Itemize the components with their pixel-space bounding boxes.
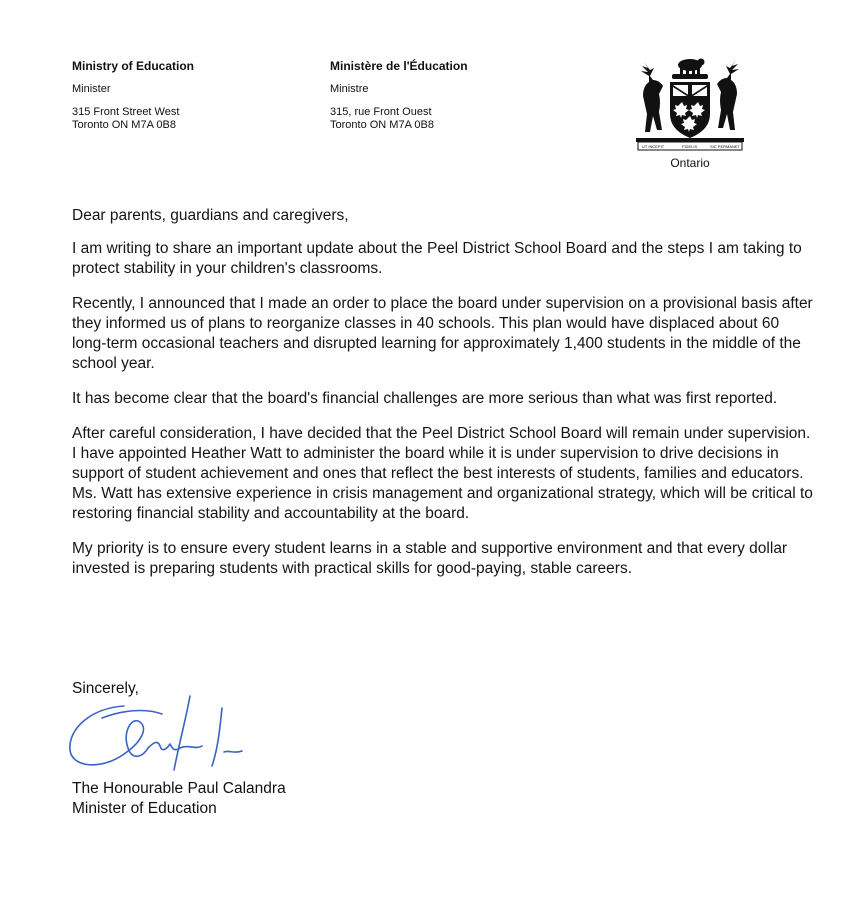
crest-motto-left: UT INCEPIT [642, 144, 665, 149]
ministry-name-en: Ministry of Education [72, 59, 195, 73]
paragraph: I am writing to share an important update about the Peel District School Board and the steps I am taking to protect stability in your children's classrooms. [72, 240, 802, 277]
signer-name: The Honourable Paul Calandra [72, 780, 286, 797]
closing: Sincerely, [72, 680, 139, 697]
salutation: Dear parents, guardians and caregivers, [72, 207, 349, 224]
letter-body [72, 206, 817, 594]
role-en: Minister [72, 83, 111, 95]
paragraph: My priority is to ensure every student learns in a stable and supportive environment and that every dollar invested is preparing students with practical skills for good-paying, stable careers. [72, 540, 788, 577]
crest-label: Ontario [670, 156, 710, 170]
ministry-name-fr: Ministère de l'Éducation [330, 59, 468, 73]
paragraph: It has become clear that the board's financial challenges are more serious than what was first reported. [72, 390, 778, 407]
address-line2-fr: Toronto ON M7A 0B8 [330, 119, 434, 131]
header-english [72, 60, 194, 132]
ontario-crest [630, 52, 760, 170]
signer-block [72, 779, 286, 819]
crest-motto-center: FIDELIS [682, 144, 698, 149]
handwritten-signature-icon [62, 688, 262, 780]
paragraph: Recently, I announced that I made an order to place the board under supervision on a provisional basis after they informed us of plans to reorganize classes in 40 schools. This plan would have displaced about 60 long-term occasional teachers and disrupted learning for approximately 1,400 students in the middle of the school year. [72, 295, 813, 372]
ontario-coat-of-arms-icon [630, 52, 750, 154]
paragraph: After careful consideration, I have decided that the Peel District School Board will remain under supervision. I have appointed Heather Watt to administer the board while it is under supervision to drive decisions in support of student achievement and ones that reflect the best interests of students, families and educators. Ms. Watt has extensive experience in crisis management and organizational strategy, which will be critical to restoring financial stability and accountability at the board. [72, 425, 813, 522]
signer-title: Minister of Education [72, 800, 217, 817]
address-line2-en: Toronto ON M7A 0B8 [72, 119, 176, 131]
header-french [330, 60, 468, 132]
address-line1-fr: 315, rue Front Ouest [330, 106, 432, 118]
role-fr: Ministre [330, 83, 369, 95]
address-line1-en: 315 Front Street West [72, 106, 180, 118]
crest-motto-right: SIC PERMANET [710, 144, 741, 149]
